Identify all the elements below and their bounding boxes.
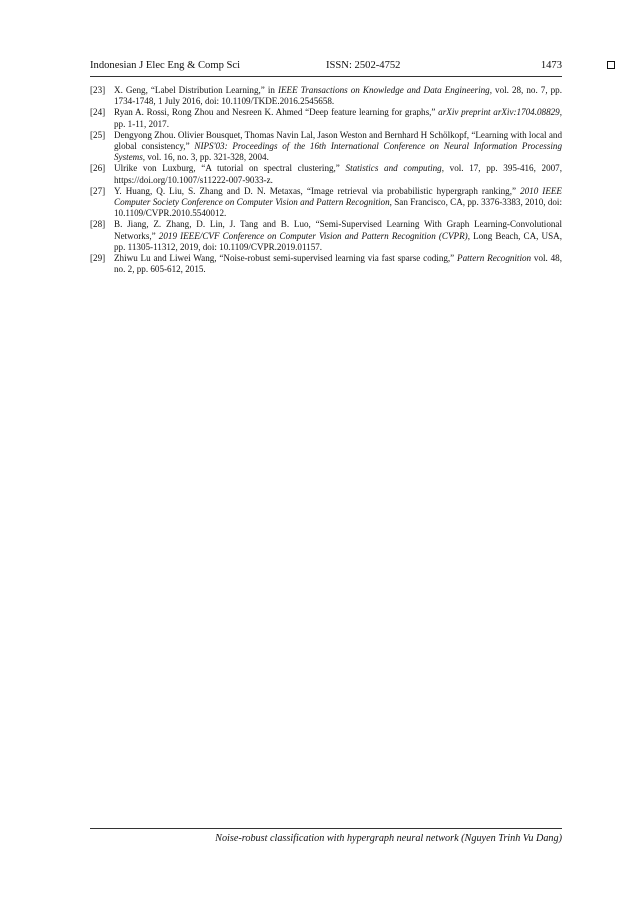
reference-text [114,107,562,129]
reference-number: [29] [90,253,106,264]
reference-venue: Statistics and computing [345,163,442,174]
reference-segment: , Long Beach, CA, USA, pp. 11305-11312, 2019, doi: 10.1109/CVPR.2019.01157. [114,230,562,252]
reference-segment: Y. Huang, Q. Liu, S. Zhang and D. N. Metaxas, “Image retrieval via probabilistic hypergraph ranking,” [114,185,521,196]
reference-venue: IEEE Transactions on Knowledge and Data Engineering [277,85,490,95]
reference-entry [90,186,562,220]
reference-text [114,219,562,253]
reference-number: [27] [90,185,106,196]
reference-entry [90,163,562,185]
reference-entry [90,130,562,164]
reference-venue: NIPS'03: Proceedings of the 16th International Conference on Neural Information Processing Systems [114,141,562,163]
reference-venue: Pattern Recognition [457,253,532,264]
reference-text [114,253,562,275]
header-divider [90,76,562,77]
reference-entry [90,107,562,129]
reference-text [114,163,562,185]
reference-segment: , vol. 16, no. 3, pp. 321-328, 2004. [142,152,269,163]
reference-segment: , vol. 17, pp. 395-416, 2007, https://doi.org/10.1007/s11222-007-9033-z. [114,163,562,185]
footer-divider [90,828,562,829]
reference-segment: , vol. 28, no. 7, pp. 1734-1748, 1 July 2016, doi: 10.1109/TKDE.2016.2545658. [114,85,562,107]
reference-segment: Ryan A. Rossi, Rong Zhou and Nesreen K. Ahmed “Deep feature learning for graphs,” [114,107,439,118]
reference-number: [26] [90,163,106,174]
reference-number: [23] [90,85,106,95]
reference-text [114,130,562,164]
running-footer: Noise-robust classification with hypergraph neural network (Nguyen Trinh Vu Dang) [215,833,562,844]
reference-entry [90,85,562,107]
reference-number: [25] [90,129,106,140]
reference-entry [90,219,562,253]
issn-label: ISSN: 2502-4752 [326,60,401,71]
reference-venue: 2019 IEEE/CVF Conference on Computer Vision and Pattern Recognition (CVPR) [158,230,468,241]
reference-segment: Dengyong Zhou. Olivier Bousquet, Thomas Navin Lal, Jason Weston and Bernhard H Schölkopf, “Learning with local and global consistency,” [114,129,562,152]
reference-segment: vol. 48, no. 2, pp. 605-612, 2015. [114,253,562,275]
reference-venue: 2010 IEEE Computer Society Conference on Computer Vision and Pattern Recognition [114,185,562,208]
reference-segment: B. Jiang, Z. Zhang, D. Lin, J. Tang and B. Luo, “Semi-Supervised Learning With Graph Learning-Convolutional Networks,” [114,219,562,241]
reference-number: [24] [90,107,106,118]
reference-segment: Zhiwu Lu and Liwei Wang, “Noise-robust semi-supervised learning via fast sparse coding,” [114,253,458,264]
reference-segment: Ulrike von Luxburg, “A tutorial on spectral clustering,” [114,163,346,174]
reference-segment: X. Geng, “Label Distribution Learning,” in [114,85,278,95]
page-number: 1473 [540,60,562,71]
reference-number: [28] [90,219,106,230]
reference-venue: arXiv preprint arXiv:1704.08829, [438,107,562,118]
journal-name: Indonesian J Elec Eng & Comp Sci [90,60,241,71]
reference-segment: , San Francisco, CA, pp. 3376-3383, 2010, doi: 10.1109/CVPR.2010.5540012. [114,197,562,219]
reference-text [114,85,562,107]
square-bullet-icon [607,61,615,69]
page-header [90,58,562,74]
reference-list [90,85,562,275]
reference-text [114,186,562,220]
reference-segment: pp. 1-11, 2017. [114,118,169,129]
reference-entry [90,253,562,275]
